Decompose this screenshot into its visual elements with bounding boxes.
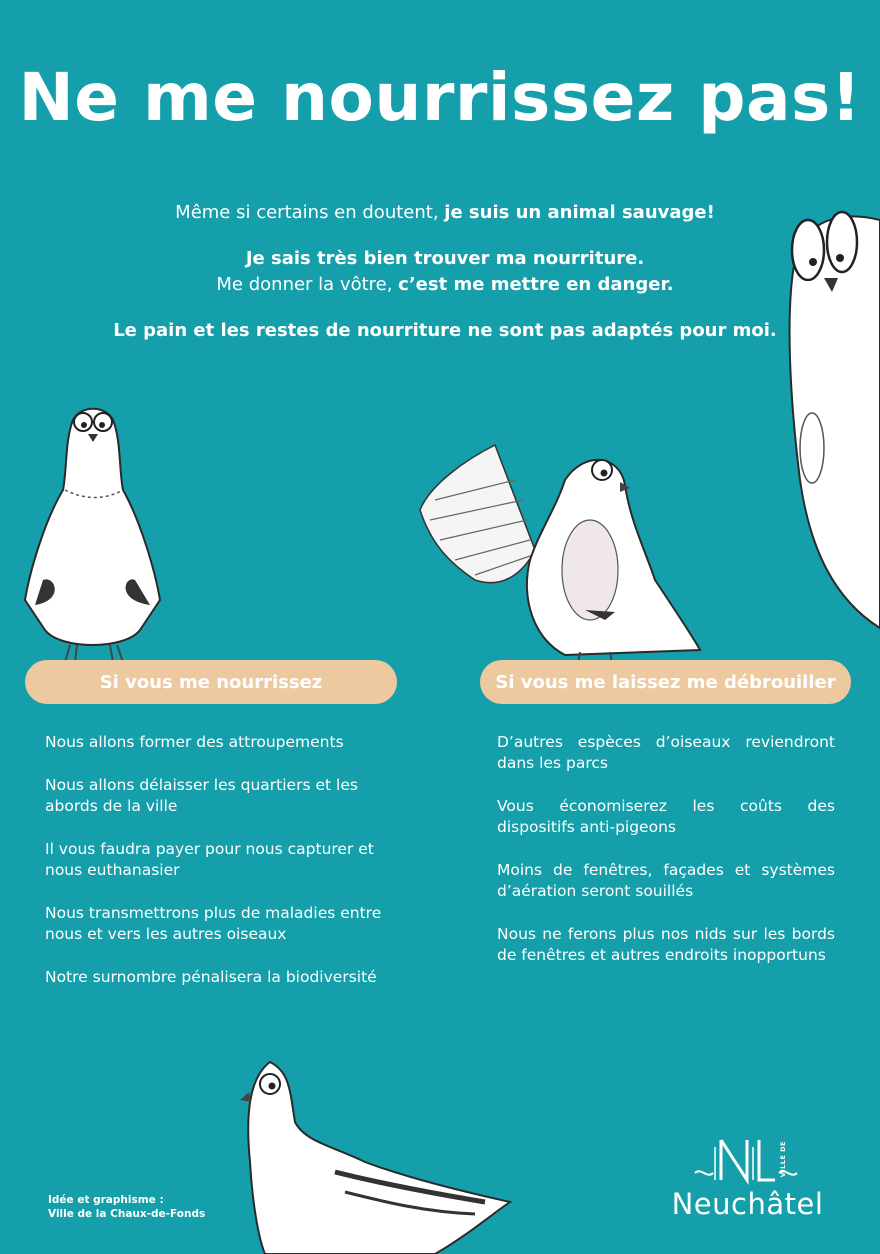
- list-item: Nous allons former des attroupements: [45, 733, 344, 751]
- pigeon-wing-illustration: [415, 440, 705, 670]
- list-item: Il vous faudra payer pour nous capturer et nous euthanasier: [45, 840, 374, 879]
- intro-line-3: Me donner la vôtre, c’est me mettre en danger.: [216, 274, 674, 295]
- logo-ville-text: VILLE DE: [779, 1141, 787, 1178]
- list-item: Nous transmettrons plus de maladies entre nous et vers les autres oiseaux: [45, 904, 382, 943]
- list-item: D’autres espèces d’oiseaux reviendront dans les parcs: [497, 733, 835, 772]
- list-item: Nous ne ferons plus nos nids sur les bords de fenêtres et autres endroits inopportuns: [497, 925, 835, 964]
- credits: [48, 1193, 205, 1221]
- left-heading-pill: Si vous me nourrissez: [25, 660, 397, 704]
- left-column: [45, 732, 385, 1010]
- intro-line-4: Le pain et les restes de nourriture ne sont pas adaptés pour moi.: [113, 320, 777, 341]
- neuchatel-logo: [655, 1135, 840, 1225]
- pigeon-peeking-illustration: [780, 200, 880, 630]
- credits-line-2: Ville de la Chaux-de-Fonds: [48, 1208, 206, 1220]
- list-item: Vous économiserez les coûts des dispositifs anti-pigeons: [497, 797, 835, 836]
- page-title: Ne me nourrissez pas!: [18, 59, 862, 136]
- list-item: Notre surnombre pénalisera la biodiversité: [45, 968, 377, 986]
- list-item: Moins de fenêtres, façades et systèmes d’aération seront souillés: [497, 861, 835, 900]
- credits-line-1: Idée et graphisme :: [48, 1194, 164, 1206]
- right-heading-pill: Si vous me laissez me débrouiller: [480, 660, 851, 704]
- pigeon-bottom-illustration: [235, 1052, 515, 1254]
- intro-line-1: Même si certains en doutent, je suis un animal sauvage!: [175, 202, 715, 223]
- right-column: [497, 732, 835, 988]
- neuchatel-logo-icon: [655, 1135, 840, 1185]
- logo-name: Neuchâtel: [671, 1187, 824, 1221]
- intro-line-2: Je sais très bien trouver ma nourriture.: [245, 248, 645, 269]
- pigeon-standing-illustration: [15, 400, 165, 670]
- intro-text: [60, 200, 830, 364]
- list-item: Nous allons délaisser les quartiers et les abords de la ville: [45, 776, 358, 815]
